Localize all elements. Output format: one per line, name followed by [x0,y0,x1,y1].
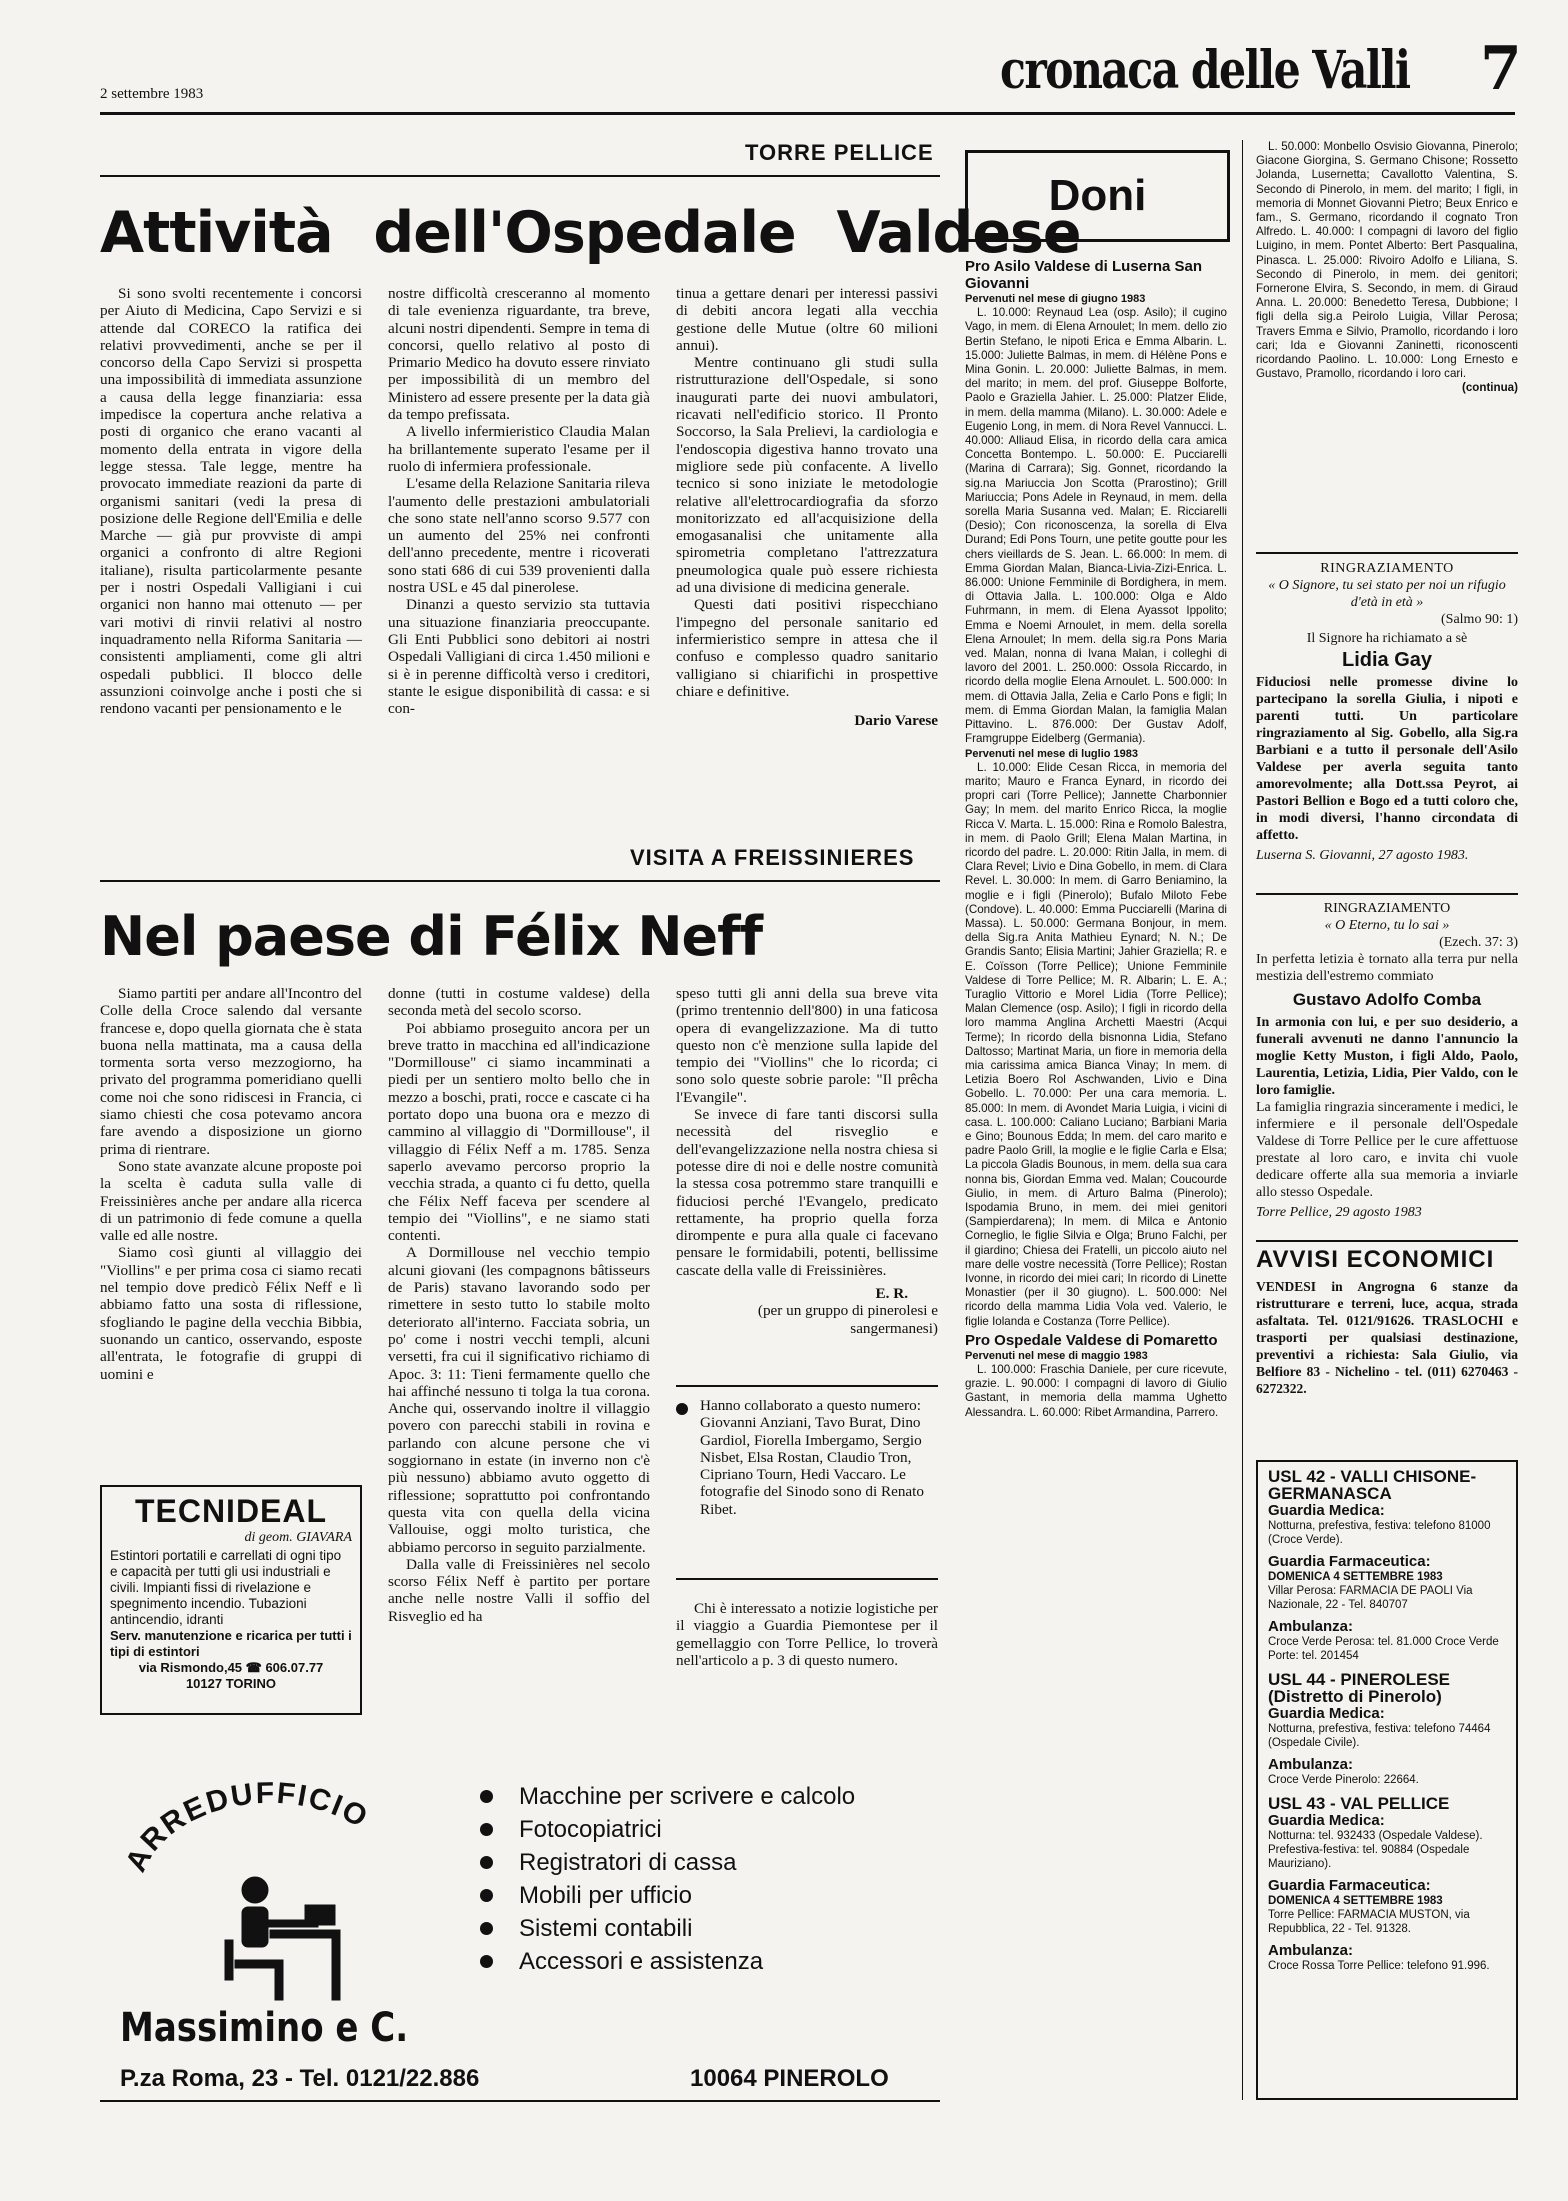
article2-paragraph: Sono state avanzate alcune proposte poi la scelta è caduta sulla valle di Freissinières anche per andare alla ricerca di un patrimonio di fede comune a quella valle ed alle nostre. [100,1157,362,1245]
arredufficio-item-label: Accessori e assistenza [519,1947,764,1975]
doni-section2-text: L. 100.000: Fraschia Daniele, per cure ricevute, grazie. L. 90.000: I compagni di lavoro di Giulio Gastant, in memoria della mamma Ughetto Alessandra. L. 60.000: Ribet Armandina, Parrero. [965,1363,1227,1419]
ring2-title: RINGRAZIAMENTO [1323,901,1451,916]
avvisi-rule [1256,1240,1518,1242]
ring1-rule [1256,552,1518,554]
avvisi-title: AVVISI ECONOMICI [1256,1246,1495,1273]
article2-signature: E. R. [875,1285,908,1303]
article1-paragraph: L'esame della Relazione Sanitaria rileva l'aumento delle prestazioni ambulatoriali che sono state nell'anno scorso 9.577 con un aumento del 25% nei confronti dell'anno precedente, mentre i ricoverati sono stati 686 di cui 539 provenienti dalla nostra USL e 45 dal pinerolese. [388,475,650,597]
tecnideal-text: Estintori portatili e carrellati di ogni tipo e capacità per tutti gli usi industriali e civili. Impianti fissi di rivelazione e spegnimento incendio. Tubazioni antincendio, idranti [110,1548,342,1627]
usl44-medica-heading: Guardia Medica: [1268,1705,1385,1722]
usl42-farm-date: DOMENICA 4 SETTEMBRE 1983 [1268,1571,1443,1583]
doni-section1-sub: Pervenuti nel mese di giugno 1983 [965,293,1146,305]
bullet-icon [480,1823,493,1836]
arredufficio-item [480,1813,855,1846]
bullet-icon [480,1955,493,1968]
article2-signature-note: (per un gruppo di pinerolesi e sangermanesi) [757,1302,938,1337]
usl42-medica-text: Notturna, prefestiva, festiva: telefono 81000 (Croce Verde). [1268,1520,1491,1546]
usl42-medica-heading: Guardia Medica: [1268,1502,1385,1519]
article1-paragraph: Dinanzi a questo servizio sta tuttavia una situazione finanziaria preoccupante. Gli Enti Pubblici sono debitori ai nostri Ospedali Valligiani di circa 1.450 milioni e si è in perenne difficoltà verso i creditori, stante le esigue disponibilità di cassa: e si con- [388,596,650,718]
doni-section1-list [965,306,1227,746]
ring1-place-date: Luserna S. Giovanni, 27 agosto 1983. [1256,848,1469,863]
article1-paragraph: A livello infermieristico Claudia Malan ha brillantemente superato l'esame per il ruolo di infermiera professionale. [388,423,650,475]
ring2-text3: La famiglia ringrazia sinceramente i medici, le infermiere e il personale dell'Ospedale Valdese di Torre Pellice per le cure affettuose prestate al loro caro, e invita chi vuole dedicare offerte alla sua memoria a inviarle allo stesso Ospedale. [1256,1100,1518,1200]
usl43-medica-heading: Guardia Medica: [1268,1812,1385,1829]
tecnideal-service: Serv. manutenzione e ricarica per tutti i tipi di estintori [110,1628,352,1659]
article2-paragraph: Poi abbiamo proseguito ancora per un breve tratto in macchina ed all'indicazione "Dormillouse" ci siamo incamminati a piedi per un sentiero molto bello che in mezzo a boschi, prati, rocce e cascate ci ha portato dopo una buona ora e mezzo di cammino al villaggio di "Dormillouse", il villaggio di Félix Neff a m. 1785. Senza saperlo avevamo percorso proprio la vecchia strada, a quanto ci fu detto, quella che Félix Neff faceva per scendere al tempio dei "Viollins", e ne siamo stati contenti. [388,1019,650,1245]
article1-column-2 [388,285,650,717]
doni-section1-title: Pro Asilo Valdese di Luserna San Giovanni [965,258,1203,292]
arredufficio-item-label: Fotocopiatrici [519,1815,662,1843]
arredufficio-item [480,1780,855,1813]
arredufficio-item-label: Registratori di cassa [519,1848,737,1876]
arredufficio-item [480,1945,855,1978]
article2-paragraph: Se invece di fare tanti discorsi sulla necessità del risveglio e dell'evangelizzazione nella nostra chiesa si potesse dire di noi e delle nostre comunità la stessa cosa potremmo stare tranquilli e fiduciosi perché l'Evangelo, predicato rettamente, ha proprio quella forza dirompente e pura alla quale ci facevano pensare le formidabili, potenti, bellissime cascate della valle di Freissinières. [676,1106,938,1279]
avvisi-text: VENDESI in Angrogna 6 stanze da ristrutturare e terreni, luce, acqua, strada asfaltata. Tel. 0121/91626. TRASLOCHI e trasporti per qualsiasi destinazione, preventivi a richiesta: Sala Giulio, via Belfiore 83 - Nichelino - tel. (011) 6270463 - 6272322. [1256,1279,1518,1396]
svg-text:ARREDUFFICIO [119,1780,374,1877]
section-title: cronaca delle Valli [1000,40,1410,101]
ringraziamento-1 [1256,560,1518,864]
masthead-rule [100,112,1515,115]
ring1-quote-ref: (Salmo 90: 1) [1441,612,1518,627]
arredufficio-item [480,1846,855,1879]
article2-column-2 [388,985,650,1625]
doni-section2-sub: Pervenuti nel mese di maggio 1983 [965,1349,1148,1362]
doni-section2-list [965,1363,1227,1420]
article2-paragraph: Dalla valle di Freissinières nel secolo scorso Félix Neff è partito per portare anche nelle nostre Valli il soffio del Risveglio ed ha [388,1555,650,1625]
doni-title-box [965,150,1230,242]
ring2-text1: In perfetta letizia è tornato alla terra pur nella mestizia dell'estremo commiato [1256,952,1518,984]
article2-paragraph: speso tutti gli anni della sua breve vita (primo trentennio dell'800) in una faticosa opera di evangelizzazione. Ma di tutto questo non c'è menzione sulla lapide del tempio dei "Viollins" che lo ricorda; ci sono solo queste sobrie parole: "Il prêcha l'Evangile". [676,985,938,1106]
guardia-note-text: Chi è interessato a notizie logistiche per il viaggio a Guardia Piemontese per il gemellaggio con Torre Pellice, lo troverà nell'articolo a p. 3 di questo numero. [676,1600,938,1669]
issue-date: 2 settembre 1983 [100,86,204,102]
doni-divider [1242,140,1243,2100]
article2-column-3 [676,985,938,1337]
bullet-icon [480,1922,493,1935]
guardia-box [1256,1460,1518,2100]
bullet-icon [480,1889,493,1902]
collab-note-text: Hanno collaborato a questo numero: Giovanni Anziani, Tavo Burat, Dino Gardiol, Fiorella Imbergamo, Sergio Nisbet, Elsa Rostan, Claudio Tron, Cipriano Tourn, Hedi Vaccaro. Le fotografie del Sinodo sono di Renato Ribet. [700,1397,924,1518]
guardia-note [676,1600,938,1669]
usl44-medica-text: Notturna, prefestiva, festiva: telefono 74464 (Ospedale Civile). [1268,1723,1491,1749]
collab-rule [676,1385,938,1387]
page-bottom-rule [100,2100,940,2102]
page-number: 7 [1480,34,1522,104]
usl42-farm-text: Villar Perosa: FARMACIA DE PAOLI Via Nazionale, 22 - Tel. 840707 [1268,1585,1473,1611]
article1-headline: Attività dell'Ospedale Valdese [100,200,1081,266]
tecnideal-city: 10127 TORINO [185,1676,277,1691]
arredufficio-city: 10064 PINEROLO [690,2065,889,2092]
bullet-icon [480,1790,493,1803]
arredufficio-list [480,1780,855,1978]
arredufficio-logo [100,1780,440,2100]
doni-section1-text2: L. 10.000: Elide Cesan Ricca, in memoria del marito; Mauro e Franca Eynard, in ricordo dei propri cari (Torre Pellice); Jannette Charbonnier Gay; In mem. del marito Enrico Ricca, la moglie Ricca V. Marta. L. 15.000: Rina e Romolo Balestra, in mem. di Paolo Grill; Elena Malan Martina, in ricordo del padre. L. 20.000: Ritin Jalla, in mem. di Clara Revel; Livio e Dina Gobello, in mem. di Clara Revel. L. 30.000: In mem. di Garro Beniamino, la moglie e i figli (Pinerolo); Bufalo Miloto Febe (Condove). L. 40.000: Emma Pucciarelli (Marina di Massa). L. 50.000: Germana Bonjour, in mem. della Sig.ra Anita Mathieu Eynard; N. N.; De Grandis Santo; Elisia Martini; Jahier Graziella; R. e E. Coïsson (Torre Pellice); Unione Femminile Valdese di Torre Pellice; M. R. Albarin; L. E. A.; Turaglio Vittorio e Morel Lidia (Torre Pellice); Malan Clemence (osp. Asilo); I figli in ricordo della loro mamma Anglina Archetti Maestri (Acqui Terme); In ricordo della bisnonna Lidia, Stefano Daltosso; Martinat Maria, un fiore in memoria della mia carissima amica Bianca Vinay; In mem. di Letizia Boero Rol Aschwanden, Livio e Dina Gobello. L. 70.000: Per una cara memoria. L. 85.000: In mem. di Avondet Maria Luigia, i vicini di casa. L. 100.000: Caliano Luciano; Barbiani Maria e Gino; Bounous Edda; In mem. del caro marito e padre Paolo Grill, la moglie e le figlie Carla e Elsa; La piccola Gladis Bounous, in mem. della sua cara nonna bis, Giordan Emma ved. Malan; Coucourde Giulio, in mem. di Arturo Balma (Pinerolo); Ispodamia Bruno, in mem. dei miei genitori (Sampierdarena); In mem. di Milca e Antonio Corneglio, le figlie Silvia e Olga; Bruno Falchi, per il giardino; Chiesa dei Fratelli, un piccolo aiuto nel mare delle vostre necessità (Torre Pellice); Rostan Ivonne, in ricordo dei miei cari; In ricordo di Linette Monastier (per il 30 giugno). L. 500.000: Nel ricordo della mamma Lidia Vola ved. Valerio, le figlie Iolanda e Costanza (Torre Pellice). [965,760,1227,1328]
usl42-title: USL 42 - VALLI CHISONE-GERMANASCA [1268,1467,1477,1503]
article2-paragraph: A Dormillouse nel vecchio tempio alcuni giovani (les compagnons bâtisseurs de Paris) stavano lavorando sodo per rimettere in sesto tutto lo stabile molto deteriorato all'interno. Facciata sobria, un po' come i nostri vecchi templi, alcuni versetti, fra cui il significativo richiamo di Apoc. 3: 11: Tieni fermamente quello che hai affinché nessuno ti tolga la tua corona. Anche qui, osservando inoltre il villaggio povero con parecchi stabili in rovina e parlando con alcune persone che vi soggiornano in estate (in inverno non c'è più nessuno) abbiamo avuto oggetto di riflessione; soprattutto poi confrontando questa vita con quella della vicina Vallouise, oggi molto turistica, che abbiamo percorso in seguito parzialmente. [388,1244,650,1556]
tecnideal-name: TECNIDEAL [134,1493,328,1529]
article2-paragraph: donne (tutti in costume valdese) della seconda metà del secolo scorso. [388,985,650,1020]
article2-headline: Nel paese di Félix Neff [100,905,763,968]
collab-note [700,1397,938,1518]
avvisi-economici [1256,1246,1518,1397]
usl43-amb-heading: Ambulanza: [1268,1942,1354,1959]
ringraziamento-2 [1256,900,1518,1221]
doni-section1-sub2: Pervenuti nel mese di luglio 1983 [965,747,1139,760]
doni-section1-list2 [965,761,1227,1329]
ring2-place-date: Torre Pellice, 29 agosto 1983 [1256,1205,1422,1220]
ring1-name: Lidia Gay [1341,649,1433,671]
article2-kicker: VISITA A FREISSINIERES [630,845,915,870]
arredufficio-company: Massimino e C. [120,2005,409,2051]
arredufficio-item [480,1912,855,1945]
article1-paragraph: Si sono svolti recentemente i concorsi per Aiuto di Medicina, Capo Servizi e si attende dal CORECO la ratifica dei relativi provvedimenti, anche se per il concorso della Capo Servizi si prospetta una impossibilità di immediata assunzione a causa della legge finanziaria: essa impedisce la copertura anche relativa a posti di organico che erano vacanti al momento della entrata in vigore della legge stessa. Tale legge, mentre ha provocato immediate reazioni da parte di organismi sanitari (vedi la presa di posizione delle Regione dell'Emilia e delle Marche — già pur provviste di ampi organici a confronto di altre Regioni italiane), risulta particolarmente pesante per i nostri Ospedali Valligiani i cui organici non hanno mai ottenuto — per vari motivi di rinvii relativi al nostro inquadramento nella Riforma Sanitaria — consistenti ampliamenti, come gli altri ospedali pubblici. Il blocco delle assunzioni coinvolge anche i posti che si rendono vacanti per pensionamento e le [100,285,362,718]
usl42-amb-heading: Ambulanza: [1268,1618,1354,1635]
usl44-amb-heading: Ambulanza: [1268,1756,1354,1773]
article1-paragraph: nostre difficoltà cresceranno al momento di tale evenienza riguardante, tra breve, alcuni nostri dipendenti. Sempre in tema di concorsi, quello relativo al posto di Primario Medico ha dovuto essere rinviato per impossibilità di un membro del Ministero ad essere presente per la data già da tempo prefissata. [388,285,650,424]
ring2-quote: « O Eterno, tu lo sai » [1324,918,1450,933]
ring1-quote: « O Signore, tu sei stato per noi un rifugio d'età in età » [1268,578,1506,610]
usl44-title: USL 44 - PINEROLESE (Distretto di Pinerolo) [1268,1670,1451,1706]
article1-kicker-rule [100,175,940,177]
article2-paragraph: Siamo così giunti al villaggio dei "Viollins" e per prima cosa ci siamo recati nel tempio dove predicò Félix Neff e lì abbiamo fatto una sosta di riflessione, sfogliando le pagine della vecchia Bibbia, suonando un cantico, osservando, esposte all'entrata, le fotografie di gruppi di uomini e [100,1244,362,1383]
ring2-quote-ref: (Ezech. 37: 3) [1439,935,1518,950]
bullet-icon [480,1856,493,1869]
ring2-text2: In armonia con lui, e per suo desiderio, a funerali avvenuti ne danno l'annuncio la moglie Ketty Muston, i figli Aldo, Paolo, Laurentia, Letizia, Lidia, Pier Valdo, con le loro famiglie. [1256,1015,1518,1098]
arredufficio-logo-text: ARREDUFFICIO [119,1780,375,1878]
usl43-medica-text: Notturna: tel. 932433 (Ospedale Valdese). Prefestiva-festiva: tel. 90884 (Ospedale Mauriziano). [1268,1830,1483,1870]
arredufficio-item-label: Mobili per ufficio [519,1881,692,1909]
arredufficio-address: P.za Roma, 23 - Tel. 0121/22.886 [120,2065,480,2092]
collab-bullet-icon [676,1403,688,1415]
usl42-farm-heading: Guardia Farmaceutica: [1268,1553,1431,1570]
ring1-line1: Il Signore ha richiamato a sè [1306,631,1468,646]
doni-cont-list [1256,140,1518,381]
usl42-amb-text: Croce Verde Perosa: tel. 81.000 Croce Verde Porte: tel. 201454 [1268,1636,1499,1662]
usl43-farm-text: Torre Pellice: FARMACIA MUSTON, via Repubblica, 22 - Tel. 91328. [1268,1909,1470,1935]
article1-column-3 [676,285,938,729]
article1-paragraph: Questi dati positivi rispecchiano l'impegno del personale sanitario ed infermieristico sempre in attesa che il confuso e complesso quadro sanitario valligiano si chiarifichi in prospettive chiare e definitive. [676,596,938,700]
doni-title: Doni [1048,171,1147,220]
doni-cont-text: L. 50.000: Monbello Osvisio Giovanna, Pinerolo; Giacone Giorgina, S. Germano Chisone; Rossetto Jolanda, Lusernetta; Cavallotto Valentina, S. Secondo di Pinerolo, in mem. del marito; I figli, in memoria di Monnet Giovanni Pietro; Beux Enrico e fam., S. Germano, ricordando il cognato Tron Alfredo. L. 40.000: I compagni di lavoro del figlio Luigino, in mem. Pontet Alberto: Bert Pasqualina, Pinasca. L. 25.000: Rivoiro Adolfo e Liliana, S. Secondo di Pinerolo, in mem. dei genitori; Fornerone Elvira, S. Secondo, in mem. di Giraud Anna. L. 20.000: Benedetto Teresa, Dubbione; I figli della sig.a Peirolo Luigia, Villar Perosa; Travers Emma e Silvio, Pramollo, ricordando i loro cari; Ida e Giovanni Zaninetti, riconoscenti ricordando Paolino. L. 10.000: Long Ernesto e Gustavo, Pramollo, ricordando i loro cari. [1256,140,1518,381]
doni-continua: (continua) [1461,381,1518,395]
doni-section2-title: Pro Ospedale Valdese di Pomaretto [965,1331,1218,1349]
usl44-amb-text: Croce Verde Pinerolo: 22664. [1268,1774,1419,1786]
tecnideal-address: via Rismondo,45 ☎ 606.07.77 [138,1660,324,1675]
arredufficio-item-label: Sistemi contabili [519,1914,693,1942]
doni-section1-text: L. 10.000: Reynaud Lea (osp. Asilo); il cugino Vago, in mem. di Elena Arnoulet; In mem. dello zio Bertin Stefano, le nipoti Erica e Emma Albarin. L. 15.000: Juliette Balmas, in mem. di Hélène Pons e Mina Gonin. L. 20.000: Juliette Balmas, in mem. del marito; in mem. del prof. Giuseppe Bolforte, Paolo e Graziella Jahier. L. 25.000: Platzer Elide, in mem. della mamma (Milano). L. 30.000: Adele e Eugenio Long, in mem. di Nora Revel Vannucci. L. 40.000: Alliaud Elisa, in ricordo della cara amica Concetta Bontempo. L. 50.000: E. Pucciarelli (Marina di Carrara); Sig. Gonnet, ricordando la sig.na Mariuccia Jon Scotta (Prarostino); Grill Mariuccia; Pons Adele in Reynaud, in mem. della sorella Maria Susanna ved. Malan; E. Ricciarelli (Desio); Con riconoscenza, la sorella di Elva Durand; Edi Pons Tourn, une petite goutte pour les chers vieillards de S. Jean. L. 66.000: In mem. di Emma Giordan Malan, Bianca-Livia-Zizi-Enrica. L. 86.000: Unione Femminile di Bordighera, in mem. di Ottavia Jalla. L. 100.000: Olga e Aldo Fuhrmann, in mem. di Elena Ayassot Ippolito; Emma e Noemi Arnoulet, in mem. della sorella Elena Arnoulet; In mem. della sig.ra Pons Maria ved. Malan, nonna di Ivana Malan, i colleghi di lavoro del 2001. L. 250.000: Ossola Riccardo, in ricordo della moglie Elena Arnoulet. L. 500.000: In mem. di Ottavia Jalla, Zelia e Carlo Pons e figli; In mem. di Emma Giordan Malan, la famiglia Malan Pittavino. L. 876.000: Der Gustav Adolf, Framgruppe Eidelberg (Germania). [965,306,1227,746]
usl43-amb-text: Croce Rossa Torre Pellice: telefono 91.996. [1268,1960,1490,1972]
ring2-name: Gustavo Adolfo Comba [1292,990,1482,1009]
arredufficio-item [480,1879,855,1912]
ring1-text: Fiduciosi nelle promesse divine lo partecipano la sorella Giulia, i nipoti e parenti tutti. Un particolare ringraziamento al Sig. Gobello, alla Sig.ra Barbiani e a tutto il personale dell'Asilo Valdese per averla seguita tanto amorevolmente; alla Dott.ssa Peyrot, ai Pastori Bellion e Bogo ed a tutti coloro che, in modi diversi, l'hanno circondata di affetto. [1256,675,1518,843]
doni-continuation [1256,140,1518,396]
desk-worker-icon [225,1877,340,2000]
article2-column-1 [100,985,362,1383]
arredufficio-item-label: Macchine per scrivere e calcolo [519,1782,856,1810]
tecnideal-owner: di geom. GIAVARA [244,1530,352,1545]
article1-column-1 [100,285,362,717]
usl43-title: USL 43 - VAL PELLICE [1268,1794,1450,1813]
article1-author: Dario Varese [854,712,938,730]
ring2-rule [1256,893,1518,895]
article2-paragraph: Siamo partiti per andare all'Incontro del Colle della Croce salendo dal versante francese e, dopo quella giornata che è stata buona nella mattinata, ma a causa della tormenta sorta verso mezzogiorno, ha privato del programma pomeridiano quelli come noi che sono ridiscesi in Francia, ci siamo chiesti che cosa potevamo ancora fare avendo a disposizione un giorno prima di rientrare. [100,985,362,1158]
article2-kicker-rule [100,880,940,882]
usl43-farm-date: DOMENICA 4 SETTEMBRE 1983 [1268,1895,1443,1907]
article1-paragraph: tinua a gettare denari per interessi passivi di debiti ancora legati alla vecchia gestione delle Mutue (oltre 60 milioni annui). [676,285,938,354]
arredufficio-ad [100,1780,940,2100]
article1-kicker: TORRE PELLICE [745,140,934,165]
doni-column [965,258,1227,1420]
ring1-title: RINGRAZIAMENTO [1320,561,1454,576]
usl43-farm-heading: Guardia Farmaceutica: [1268,1877,1431,1894]
guardia-rule [676,1578,938,1580]
article1-paragraph: Mentre continuano gli studi sulla ristrutturazione dell'Ospedale, si sono inaugurati parte dei nuovi ambulatori, ricavati nell'edificio storico. Il Pronto Soccorso, la Sala Prelievi, la cardiologia e l'endoscopia digestiva hanno trovato una migliore sede più confacente. A livello tecnico si sono iniziate le metodologie relative all'elettrocardiografia da sforzo monitorizzato ed all'acquisizione della emogasanalisi che unitamente alla spirometria completano l'attrezzatura pneumologica quale può essere richiesta ad una divisione di medicina generale. [676,354,938,597]
tecnideal-ad [100,1485,362,1715]
